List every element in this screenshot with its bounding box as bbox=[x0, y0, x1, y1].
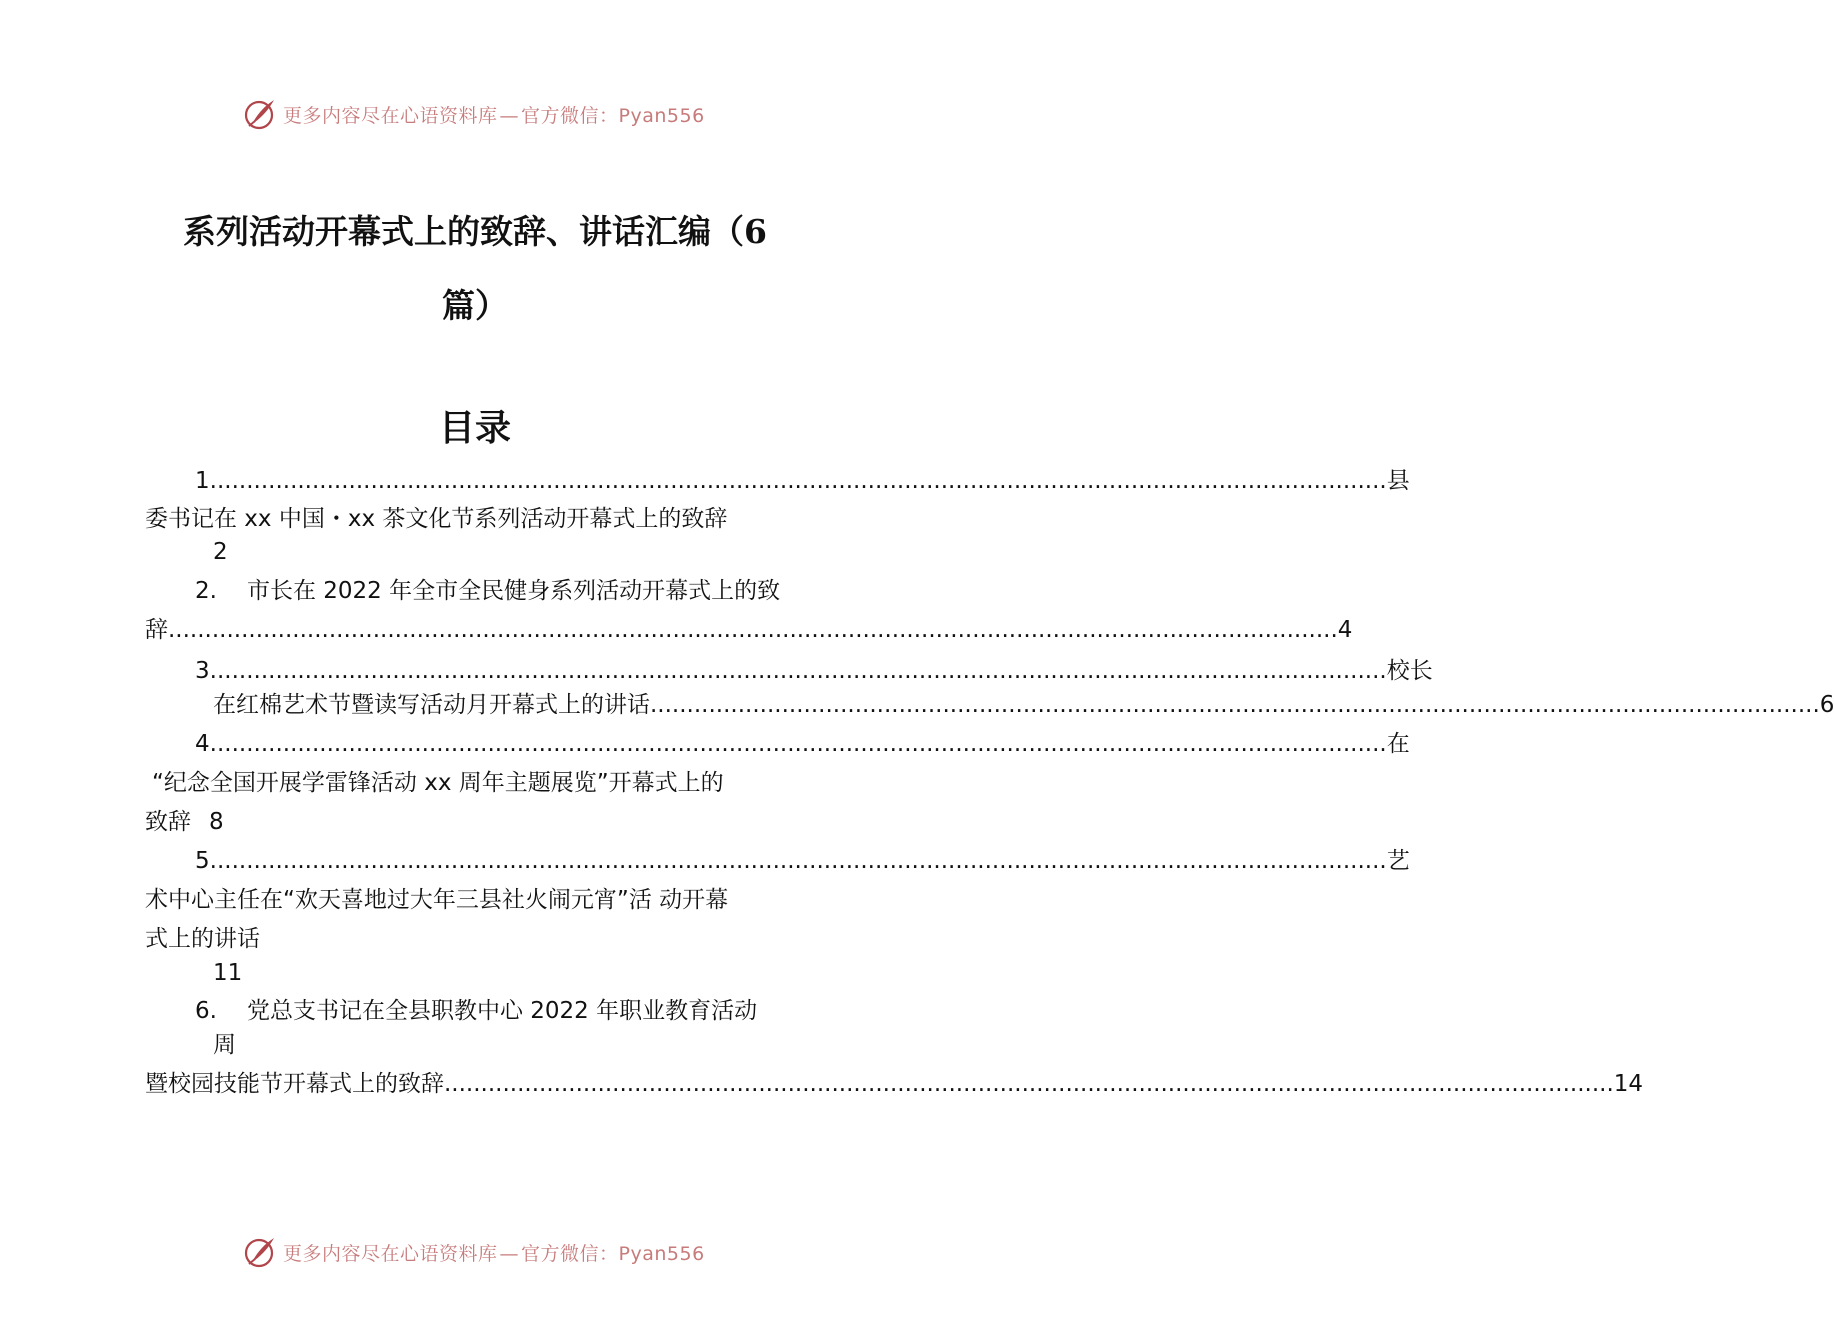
toc-entry-page: 4 bbox=[1337, 617, 1353, 643]
toc-entry-number: 5. bbox=[195, 848, 217, 874]
dot-leader: ................................................................................................................................................................ bbox=[216, 731, 1387, 757]
banner-text: 更多内容尽在心语资料库 — 官方微信：Pyan556 bbox=[283, 104, 705, 127]
toc-entry-5-page: 11 bbox=[213, 960, 243, 986]
toc-entry-4-line1[interactable] bbox=[195, 729, 1410, 759]
dot-leader: ................................................................................................................................................................ bbox=[216, 468, 1387, 494]
dot-leader: ................................................................................................................................................................ bbox=[216, 658, 1387, 684]
toc-entry-5-line2[interactable]: 术中心主任在“欢天喜地过大年三县社火闹元宵”活 动开幕 bbox=[145, 887, 729, 913]
toc-entry-6-line1b[interactable]: 周 bbox=[213, 1032, 236, 1058]
quill-pen-logo-icon bbox=[243, 1235, 277, 1269]
document-title-line1: 系列活动开幕式上的致辞、讲话汇编（6 bbox=[183, 212, 767, 251]
toc-entry-text: 市长在 2022 年全市全民健身系列活动开幕式上的致 bbox=[246, 578, 781, 604]
dot-leader: ................................................................................................................................................................ bbox=[216, 848, 1387, 874]
toc-entry-text: 党总支书记在全县职教中心 2022 年职业教育活动 bbox=[246, 998, 758, 1024]
toc-entry-3-line1[interactable] bbox=[195, 656, 1433, 686]
dot-leader: ................................................................................................................................................................ bbox=[650, 692, 1820, 718]
footer-banner bbox=[0, 1232, 950, 1272]
toc-entry-5-line3[interactable]: 式上的讲话 bbox=[145, 926, 260, 952]
document-title-line2: 篇） bbox=[442, 286, 508, 325]
toc-entry-page: 8 bbox=[209, 809, 224, 835]
dot-leader: ................................................................................................................................................................ bbox=[168, 617, 1338, 643]
quill-pen-logo-icon bbox=[243, 97, 277, 131]
toc-entry-4-line3[interactable] bbox=[145, 807, 224, 837]
toc-entry-text: 致辞 bbox=[145, 809, 191, 835]
toc-entry-page: 14 bbox=[1613, 1071, 1644, 1097]
toc-entry-number: 1. bbox=[195, 468, 217, 494]
toc-entry-5-line1[interactable] bbox=[195, 846, 1410, 876]
toc-entry-text: 在 bbox=[1386, 731, 1410, 757]
toc-heading: 目录 bbox=[438, 407, 511, 449]
toc-entry-1-line2[interactable]: 委书记在 xx 中国・xx 茶文化节系列活动开幕式上的致辞 bbox=[145, 506, 728, 532]
header-banner bbox=[0, 94, 950, 134]
toc-entry-2-line1[interactable] bbox=[195, 576, 780, 606]
banner-text: 更多内容尽在心语资料库 — 官方微信：Pyan556 bbox=[283, 1242, 705, 1265]
toc-entry-number: 2. bbox=[195, 578, 217, 604]
toc-entry-text: 艺 bbox=[1386, 848, 1410, 874]
toc-entry-number: 6. bbox=[195, 998, 217, 1024]
toc-entry-text: 辞 bbox=[145, 617, 168, 643]
toc-entry-1-page: 2 bbox=[213, 539, 228, 565]
toc-entry-2-line2[interactable] bbox=[145, 615, 1353, 645]
toc-entry-text: 校长 bbox=[1386, 658, 1433, 684]
dot-leader: ................................................................................................................................................................ bbox=[444, 1071, 1614, 1097]
toc-entry-6-line2[interactable] bbox=[145, 1069, 1644, 1099]
toc-entry-3-line2[interactable] bbox=[213, 690, 1834, 720]
toc-entry-6-line1[interactable] bbox=[195, 996, 757, 1026]
toc-entry-number: 4. bbox=[195, 731, 217, 757]
toc-entry-text: 在红棉艺术节暨读写活动月开幕式上的讲话 bbox=[213, 692, 650, 718]
toc-entry-text: 县 bbox=[1386, 468, 1410, 494]
toc-entry-text: 暨校园技能节开幕式上的致辞 bbox=[145, 1071, 444, 1097]
toc-entry-number: 3. bbox=[195, 658, 217, 684]
toc-entry-1-line1[interactable] bbox=[195, 466, 1410, 496]
toc-entry-page: 6 bbox=[1819, 692, 1834, 718]
toc-entry-4-line2[interactable]: “纪念全国开展学雷锋活动 xx 周年主题展览”开幕式上的 bbox=[152, 770, 724, 796]
